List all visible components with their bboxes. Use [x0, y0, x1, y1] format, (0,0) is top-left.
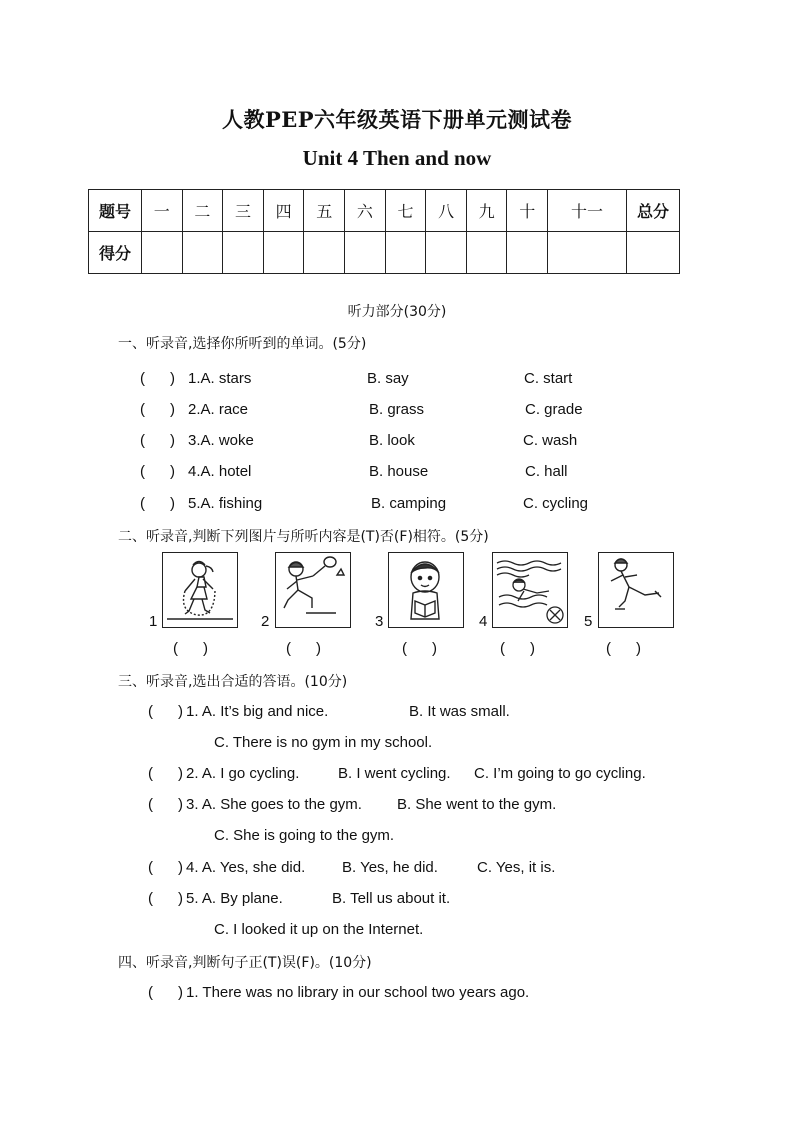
option-c: C. hall — [525, 463, 568, 480]
statement: 1. There was no library in our school two years ago. — [186, 984, 530, 1001]
option-c: C. grade — [525, 401, 583, 418]
score-table-row-label: 得分 — [89, 232, 142, 274]
score-table-col: 十 — [507, 190, 548, 232]
answer-blank[interactable]: ( ) — [500, 640, 535, 657]
option-b: B. I went cycling. — [338, 765, 451, 782]
score-cell[interactable] — [426, 232, 467, 274]
score-table — [88, 189, 680, 274]
option-a: 1. A. It’s big and nice. — [186, 703, 329, 720]
page-subtitle: Unit 4 Then and now — [302, 146, 492, 170]
answer-blank[interactable]: ( ) — [148, 890, 183, 907]
score-table-col: 七 — [385, 190, 426, 232]
option-b: B. house — [369, 463, 429, 480]
answer-blank[interactable]: ( ) — [148, 984, 183, 1001]
score-table-col: 三 — [223, 190, 264, 232]
score-cell[interactable] — [627, 232, 680, 274]
picture-number: 2 — [261, 613, 270, 630]
option-c: C. There is no gym in my school. — [214, 734, 433, 751]
score-cell[interactable] — [142, 232, 183, 274]
option-b: B. camping — [371, 495, 447, 512]
score-table-col: 五 — [304, 190, 345, 232]
swimming-prohibited-icon — [492, 552, 568, 628]
option-b: B. She went to the gym. — [397, 796, 557, 813]
picture-number: 3 — [375, 613, 384, 630]
answer-blank[interactable]: ( ) — [140, 401, 175, 418]
boy-badminton-icon — [275, 552, 351, 628]
answer-blank[interactable]: ( ) — [140, 432, 175, 449]
score-cell[interactable] — [182, 232, 223, 274]
answer-blank[interactable]: ( ) — [286, 640, 321, 657]
option-b: B. grass — [369, 401, 425, 418]
option-c: C. start — [524, 370, 573, 387]
answer-blank[interactable]: ( ) — [148, 859, 183, 876]
page-title: 人教PEP六年级英语下册单元测试卷 — [221, 107, 573, 132]
score-cell[interactable] — [304, 232, 345, 274]
answer-blank[interactable]: ( ) — [148, 765, 183, 782]
score-table-col-total: 总分 — [627, 190, 680, 232]
option-a: 2.A. race — [188, 401, 249, 418]
score-cell[interactable] — [223, 232, 264, 274]
option-a: 4.A. hotel — [188, 463, 252, 480]
option-c: C. I looked it up on the Internet. — [214, 921, 424, 938]
option-a: 1.A. stars — [188, 370, 252, 387]
option-b: B. say — [367, 370, 409, 387]
score-table-header-row — [89, 190, 680, 232]
picture-number: 4 — [479, 613, 488, 630]
answer-blank[interactable]: ( ) — [606, 640, 641, 657]
option-a: 3.A. woke — [188, 432, 254, 449]
score-cell[interactable] — [466, 232, 507, 274]
section2-title: 二、听录音,判断下列图片与所听内容是(T)否(F)相符。(5分) — [118, 529, 489, 545]
score-cell[interactable] — [507, 232, 548, 274]
option-c: C. cycling — [523, 495, 589, 512]
score-table-col: 十一 — [548, 190, 627, 232]
option-b: B. Yes, he did. — [342, 859, 438, 876]
score-cell[interactable] — [263, 232, 304, 274]
ice-skater-icon — [598, 552, 674, 628]
score-cell[interactable] — [385, 232, 426, 274]
option-c: C. wash — [523, 432, 578, 449]
score-table-col: 一 — [142, 190, 183, 232]
option-a: 2. A. I go cycling. — [186, 765, 300, 782]
score-cell[interactable] — [345, 232, 386, 274]
score-cell[interactable] — [548, 232, 627, 274]
answer-blank[interactable]: ( ) — [148, 796, 183, 813]
option-c: C. I’m going to go cycling. — [474, 765, 646, 782]
section1-title: 一、听录音,选择你所听到的单词。(5分) — [118, 336, 367, 352]
girl-skipping-icon — [162, 552, 238, 628]
answer-blank[interactable]: ( ) — [402, 640, 437, 657]
answer-blank[interactable]: ( ) — [140, 495, 175, 512]
option-b: B. look — [369, 432, 415, 449]
option-c: C. She is going to the gym. — [214, 827, 395, 844]
option-a: 4. A. Yes, she did. — [186, 859, 306, 876]
score-table-col: 四 — [263, 190, 304, 232]
answer-blank[interactable]: ( ) — [140, 370, 175, 387]
option-a: 5.A. fishing — [188, 495, 263, 512]
option-a: 3. A. She goes to the gym. — [186, 796, 362, 813]
answer-blank[interactable]: ( ) — [148, 703, 183, 720]
score-table-row-label: 题号 — [89, 190, 142, 232]
answer-blank[interactable]: ( ) — [173, 640, 208, 657]
answer-blank[interactable]: ( ) — [140, 463, 175, 480]
score-table-col: 九 — [466, 190, 507, 232]
score-table-col: 六 — [345, 190, 386, 232]
section3-title: 三、听录音,选出合适的答语。(10分) — [118, 674, 348, 690]
score-table-col: 二 — [182, 190, 223, 232]
option-b: B. It was small. — [409, 703, 510, 720]
boy-reading-icon — [388, 552, 464, 628]
section4-title: 四、听录音,判断句子正(T)误(F)。(10分) — [118, 955, 372, 971]
option-b: B. Tell us about it. — [332, 890, 451, 907]
score-table-score-row — [89, 232, 680, 274]
option-a: 5. A. By plane. — [186, 890, 283, 907]
score-table-col: 八 — [426, 190, 467, 232]
picture-number: 1 — [149, 613, 158, 630]
picture-number: 5 — [584, 613, 593, 630]
option-c: C. Yes, it is. — [477, 859, 556, 876]
listening-header: 听力部分(30分) — [347, 304, 447, 320]
